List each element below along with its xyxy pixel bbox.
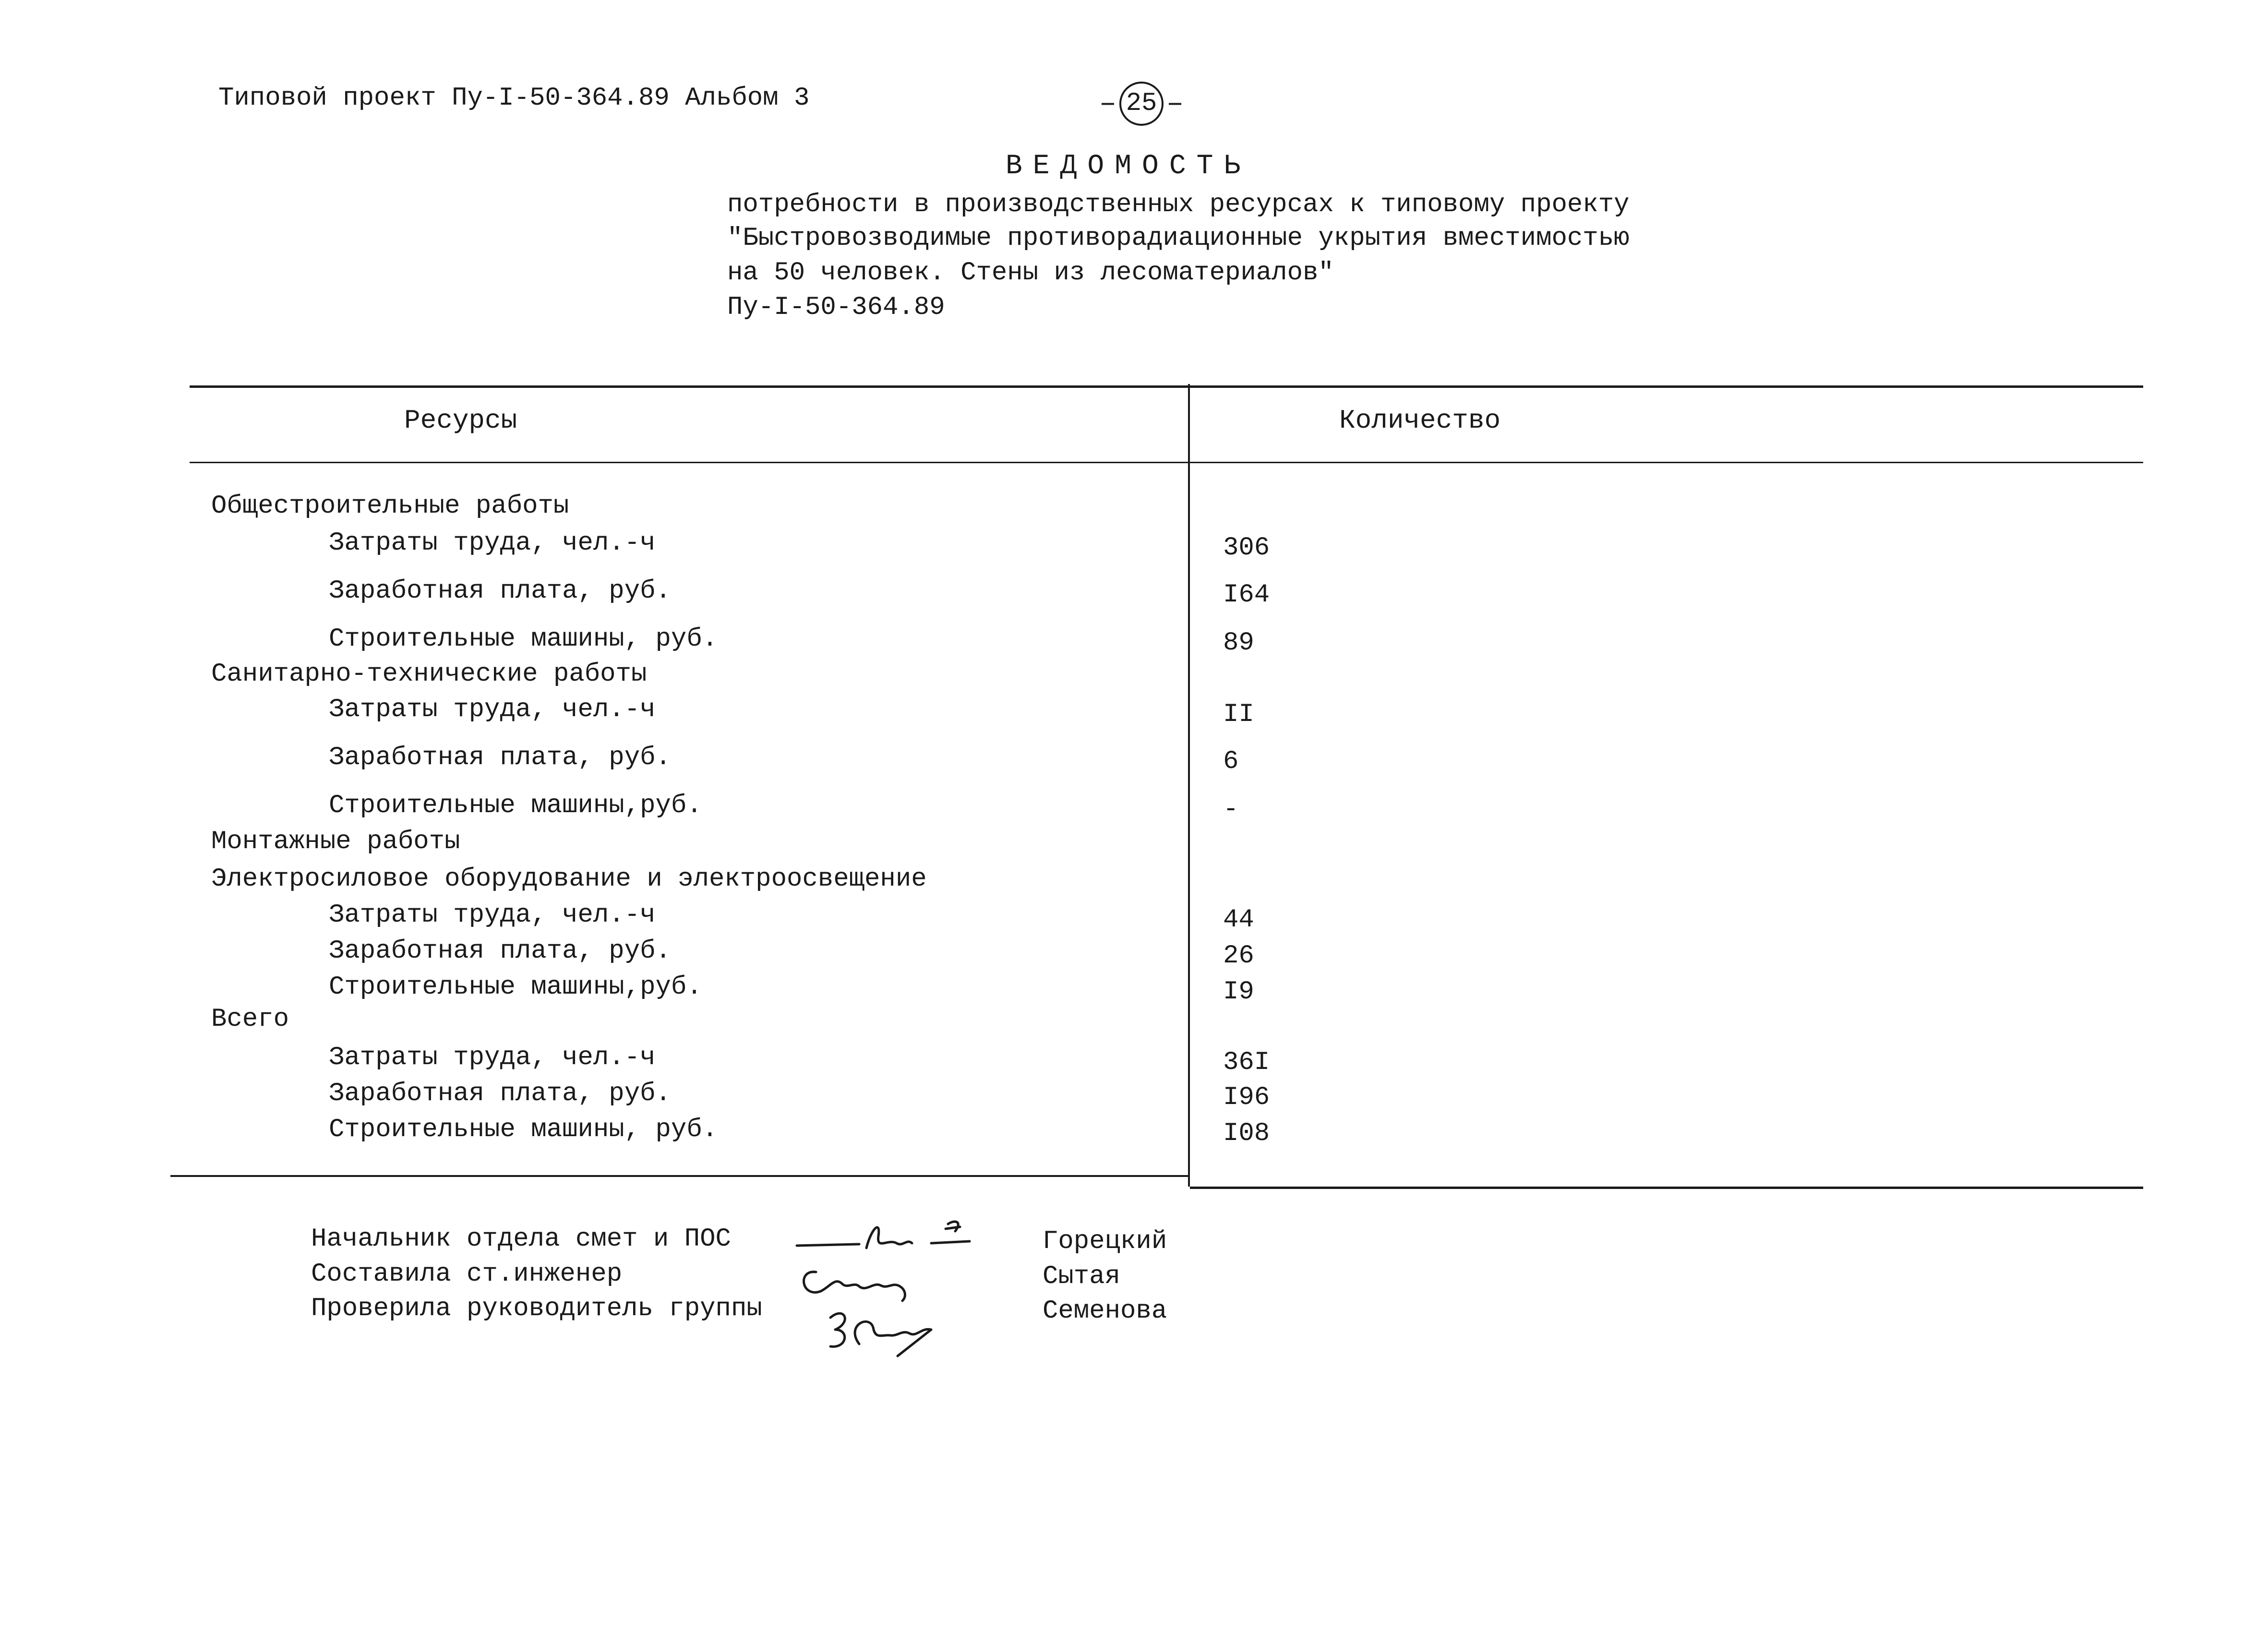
table-row-label: Заработная плата, руб. [329,576,671,606]
signatory-role: Начальник отдела смет и ПОС [311,1224,731,1254]
table-row-label: Заработная плата, руб. [329,743,671,772]
signature-stroke-2 [866,1227,912,1248]
table-row-label: Монтажные работы [211,827,460,856]
table-row-value: 44 [1223,905,1254,935]
table-bottom-rule-right [1190,1187,2143,1189]
table-row-value: I08 [1223,1119,1270,1148]
signatory-role: Проверила руководитель группы [311,1294,762,1323]
table-row-label: Затраты труда, чел.-ч [329,900,656,930]
table-row-label: Строительные машины,руб. [329,791,702,820]
table-row-value: I96 [1223,1083,1270,1112]
page-number-circle: 25 [1119,82,1164,126]
table-bottom-rule-left [170,1175,1188,1177]
table-header-rule [190,462,2143,463]
table-row-value: II [1223,700,1254,729]
subtitle-line-3: на 50 человек. Стены из лесоматериалов" [727,258,1334,288]
signature-stroke-1 [797,1244,859,1246]
table-row-label: Заработная плата, руб. [329,1079,671,1108]
subtitle-line-4: Пу-I-50-364.89 [727,293,945,322]
table-row-value: I9 [1223,977,1254,1007]
table-column-divider [1188,384,1190,1187]
table-row-label: Затраты труда, чел.-ч [329,695,656,724]
table-top-rule [190,385,2143,388]
column-header-resources: Ресурсы [404,405,517,436]
table-row-label: Строительные машины,руб. [329,972,702,1002]
page-number: – 25 – [1099,82,1184,126]
signature-stroke-4 [804,1272,905,1301]
document-title: ВЕДОМОСТЬ [1006,151,1251,182]
signatory-name: Семенова [1043,1296,1167,1326]
table-row-value: I64 [1223,580,1270,610]
table-row-value: 6 [1223,747,1239,776]
table-row-label: Строительные машины, руб. [329,1115,718,1144]
table-row-label: Заработная плата, руб. [329,936,671,966]
table-row-value: - [1223,795,1239,824]
table-row-value: 89 [1223,628,1254,658]
table-row-value: 36I [1223,1048,1270,1077]
signatory-name: Сытая [1043,1262,1121,1291]
handwritten-signatures [787,1210,998,1368]
signatory-name: Горецкий [1043,1227,1167,1256]
table-row-label: Затраты труда, чел.-ч [329,528,656,558]
table-row-value: 26 [1223,941,1254,971]
table-row-label: Санитарно-технические работы [211,660,647,689]
table-row-label: Затраты труда, чел.-ч [329,1043,656,1072]
subtitle-line-2: "Быстровозводимые противорадиационные укрытия вместимостью [727,224,1630,253]
signature-stroke-3 [931,1222,970,1243]
table-row-value: 306 [1223,533,1270,563]
subtitle-line-1: потребности в производственных ресурсах к типовому проекту [727,190,1630,219]
table-row-label: Строительные машины, руб. [329,624,718,654]
signatory-role: Составила ст.инженер [311,1260,623,1289]
table-row-label: Электросиловое оборудование и электроосвещение [211,864,927,894]
table-row-label: Всего [211,1005,289,1034]
signature-stroke-5 [830,1313,931,1356]
column-header-quantity: Количество [1339,405,1501,436]
project-header: Типовой проект Пу-I-50-364.89 Альбом 3 [218,84,810,113]
table-row-label: Общестроительные работы [211,492,569,521]
